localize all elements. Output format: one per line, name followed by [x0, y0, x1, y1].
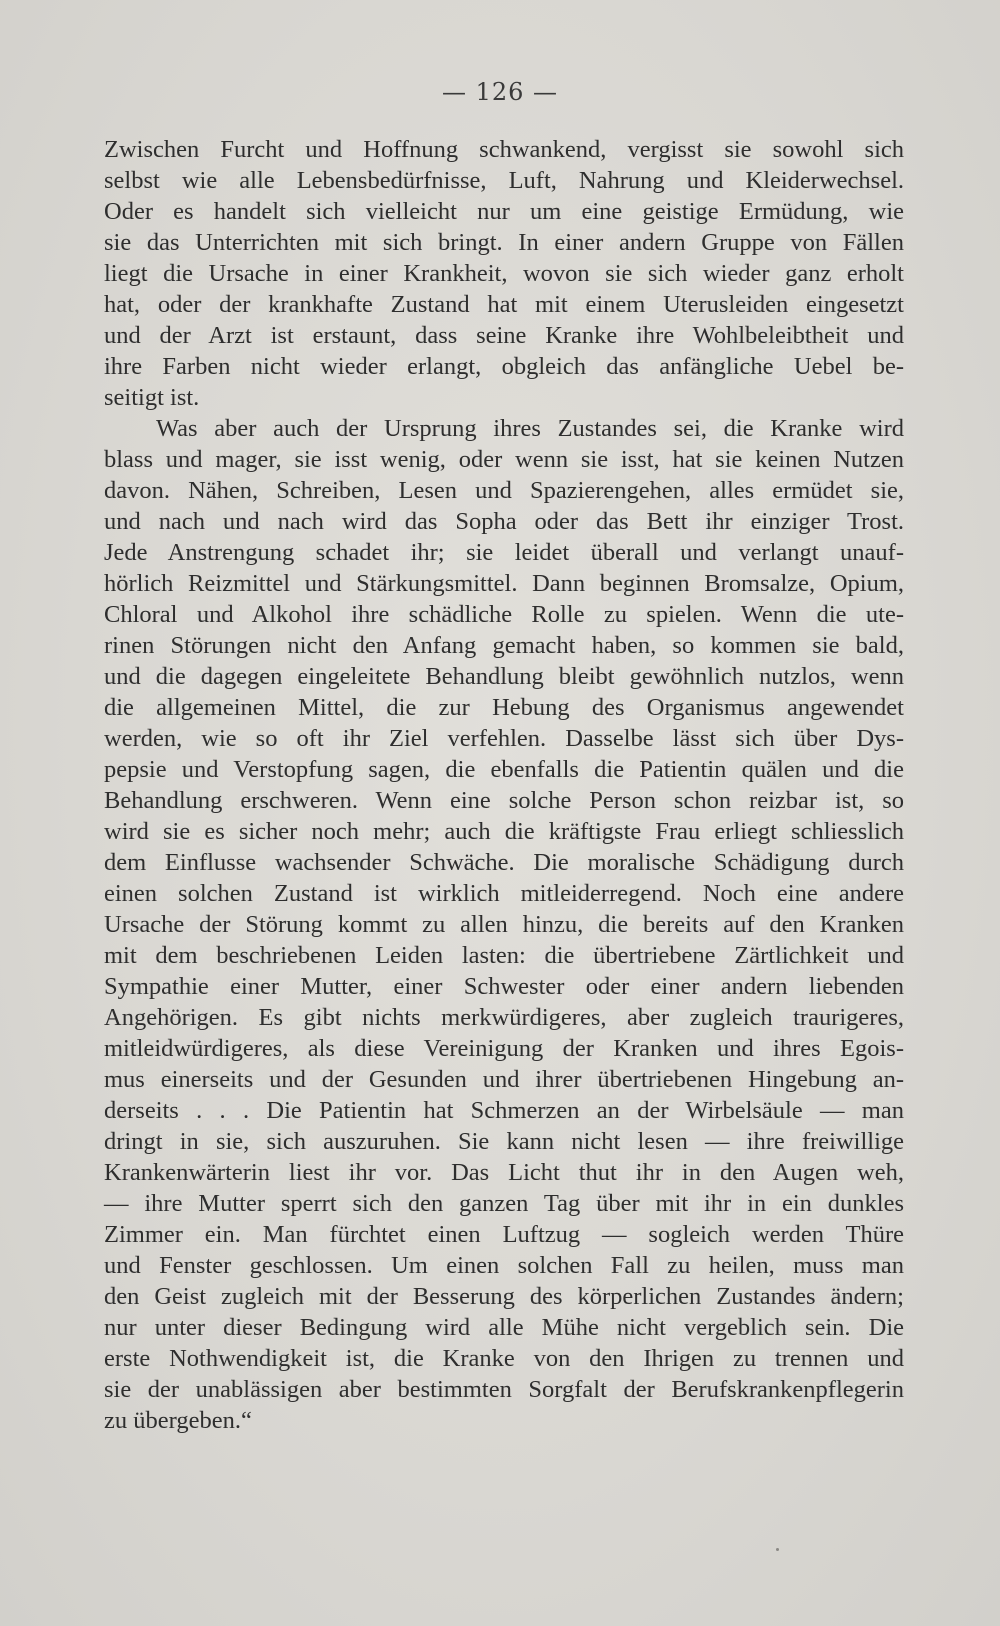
- text-line: ihre Farben nicht wieder erlangt, obgleich das anfängliche Uebel be-: [104, 353, 904, 380]
- text-line: liegt die Ursache in einer Krankheit, wovon sie sich wieder ganz erholt: [104, 260, 904, 287]
- text-line: hörlich Reizmittel und Stärkungsmittel. Dann beginnen Bromsalze, Opium,: [104, 570, 904, 597]
- text-line: erste Nothwendigkeit ist, die Kranke von den Ihrigen zu trennen und: [104, 1345, 904, 1372]
- text-line: selbst wie alle Lebensbedürfnisse, Luft, Nahrung und Kleiderwechsel.: [104, 167, 904, 194]
- text-line: sie das Unterrichten mit sich bringt. In einer andern Gruppe von Fällen: [104, 229, 904, 256]
- paper-speck: [776, 1548, 779, 1551]
- text-line: dringt in sie, sich auszuruhen. Sie kann nicht lesen — ihre freiwillige: [104, 1128, 904, 1155]
- text-line: davon. Nähen, Schreiben, Lesen und Spazierengehen, alles ermüdet sie,: [104, 477, 904, 504]
- text-line: die allgemeinen Mittel, die zur Hebung des Organismus angewendet: [104, 694, 904, 721]
- text-line: Behandlung erschweren. Wenn eine solche Person schon reizbar ist, so: [104, 787, 904, 814]
- text-line: und die dagegen eingeleitete Behandlung bleibt gewöhnlich nutzlos, wenn: [104, 663, 904, 690]
- paragraph-end-line: seitigt ist.: [104, 384, 200, 411]
- text-line: Angehörigen. Es gibt nichts merkwürdigeres, aber zugleich traurigeres,: [104, 1004, 904, 1031]
- paragraph-end-line: zu übergeben.“: [104, 1407, 252, 1434]
- text-line: rinen Störungen nicht den Anfang gemacht haben, so kommen sie bald,: [104, 632, 904, 659]
- text-line: mitleidwürdigeres, als diese Vereinigung der Kranken und ihres Egois-: [104, 1035, 904, 1062]
- text-line: pepsie und Verstopfung sagen, die ebenfalls die Patientin quälen und die: [104, 756, 904, 783]
- text-line: Sympathie einer Mutter, einer Schwester oder einer andern liebenden: [104, 973, 904, 1000]
- text-line: Jede Anstrengung schadet ihr; sie leidet überall und verlangt unauf-: [104, 539, 904, 566]
- text-line: hat, oder der krankhafte Zustand hat mit einem Uterusleiden eingesetzt: [104, 291, 904, 318]
- text-line: Zwischen Furcht und Hoffnung schwankend, vergisst sie sowohl sich: [104, 136, 904, 163]
- text-line: mit dem beschriebenen Leiden lasten: die übertriebene Zärtlichkeit und: [104, 942, 904, 969]
- text-line: Krankenwärterin liest ihr vor. Das Licht thut ihr in den Augen weh,: [104, 1159, 904, 1186]
- text-line: mus einerseits und der Gesunden und ihrer übertriebenen Hingebung an-: [104, 1066, 904, 1093]
- text-line: werden, wie so oft ihr Ziel verfehlen. Dasselbe lässt sich über Dys-: [104, 725, 904, 752]
- text-line: und Fenster geschlossen. Um einen solchen Fall zu heilen, muss man: [104, 1252, 904, 1279]
- text-line: dem Einflusse wachsender Schwäche. Die moralische Schädigung durch: [104, 849, 904, 876]
- text-line: — ihre Mutter sperrt sich den ganzen Tag über mit ihr in ein dunkles: [104, 1190, 904, 1217]
- text-line: Zimmer ein. Man fürchtet einen Luftzug — sogleich werden Thüre: [104, 1221, 904, 1248]
- text-line: nur unter dieser Bedingung wird alle Mühe nicht vergeblich sein. Die: [104, 1314, 904, 1341]
- text-line: und nach und nach wird das Sopha oder das Bett ihr einziger Trost.: [104, 508, 904, 535]
- text-line: Oder es handelt sich vielleicht nur um eine geistige Ermüdung, wie: [104, 198, 904, 225]
- text-line: wird sie es sicher noch mehr; auch die kräftigste Frau erliegt schliesslich: [104, 818, 904, 845]
- body-text: [104, 134, 904, 1436]
- text-line: blass und mager, sie isst wenig, oder wenn sie isst, hat sie keinen Nutzen: [104, 446, 904, 473]
- text-line: einen solchen Zustand ist wirklich mitleiderregend. Noch eine andere: [104, 880, 904, 907]
- text-line: derseits . . . Die Patientin hat Schmerzen an der Wirbelsäule — man: [104, 1097, 904, 1124]
- page-number: — 126 —: [441, 78, 559, 106]
- text-line: den Geist zugleich mit der Besserung des körperlichen Zustandes ändern;: [104, 1283, 904, 1310]
- text-line: und der Arzt ist erstaunt, dass seine Kranke ihre Wohlbeleibtheit und: [104, 322, 904, 349]
- text-line: sie der unablässigen aber bestimmten Sorgfalt der Berufskrankenpflegerin: [104, 1376, 904, 1403]
- text-line: Chloral und Alkohol ihre schädliche Rolle zu spielen. Wenn die ute-: [104, 601, 904, 628]
- paragraph-start-line: Was aber auch der Ursprung ihres Zustandes sei, die Kranke wird: [156, 415, 904, 442]
- text-line: Ursache der Störung kommt zu allen hinzu, die bereits auf den Kranken: [104, 911, 904, 938]
